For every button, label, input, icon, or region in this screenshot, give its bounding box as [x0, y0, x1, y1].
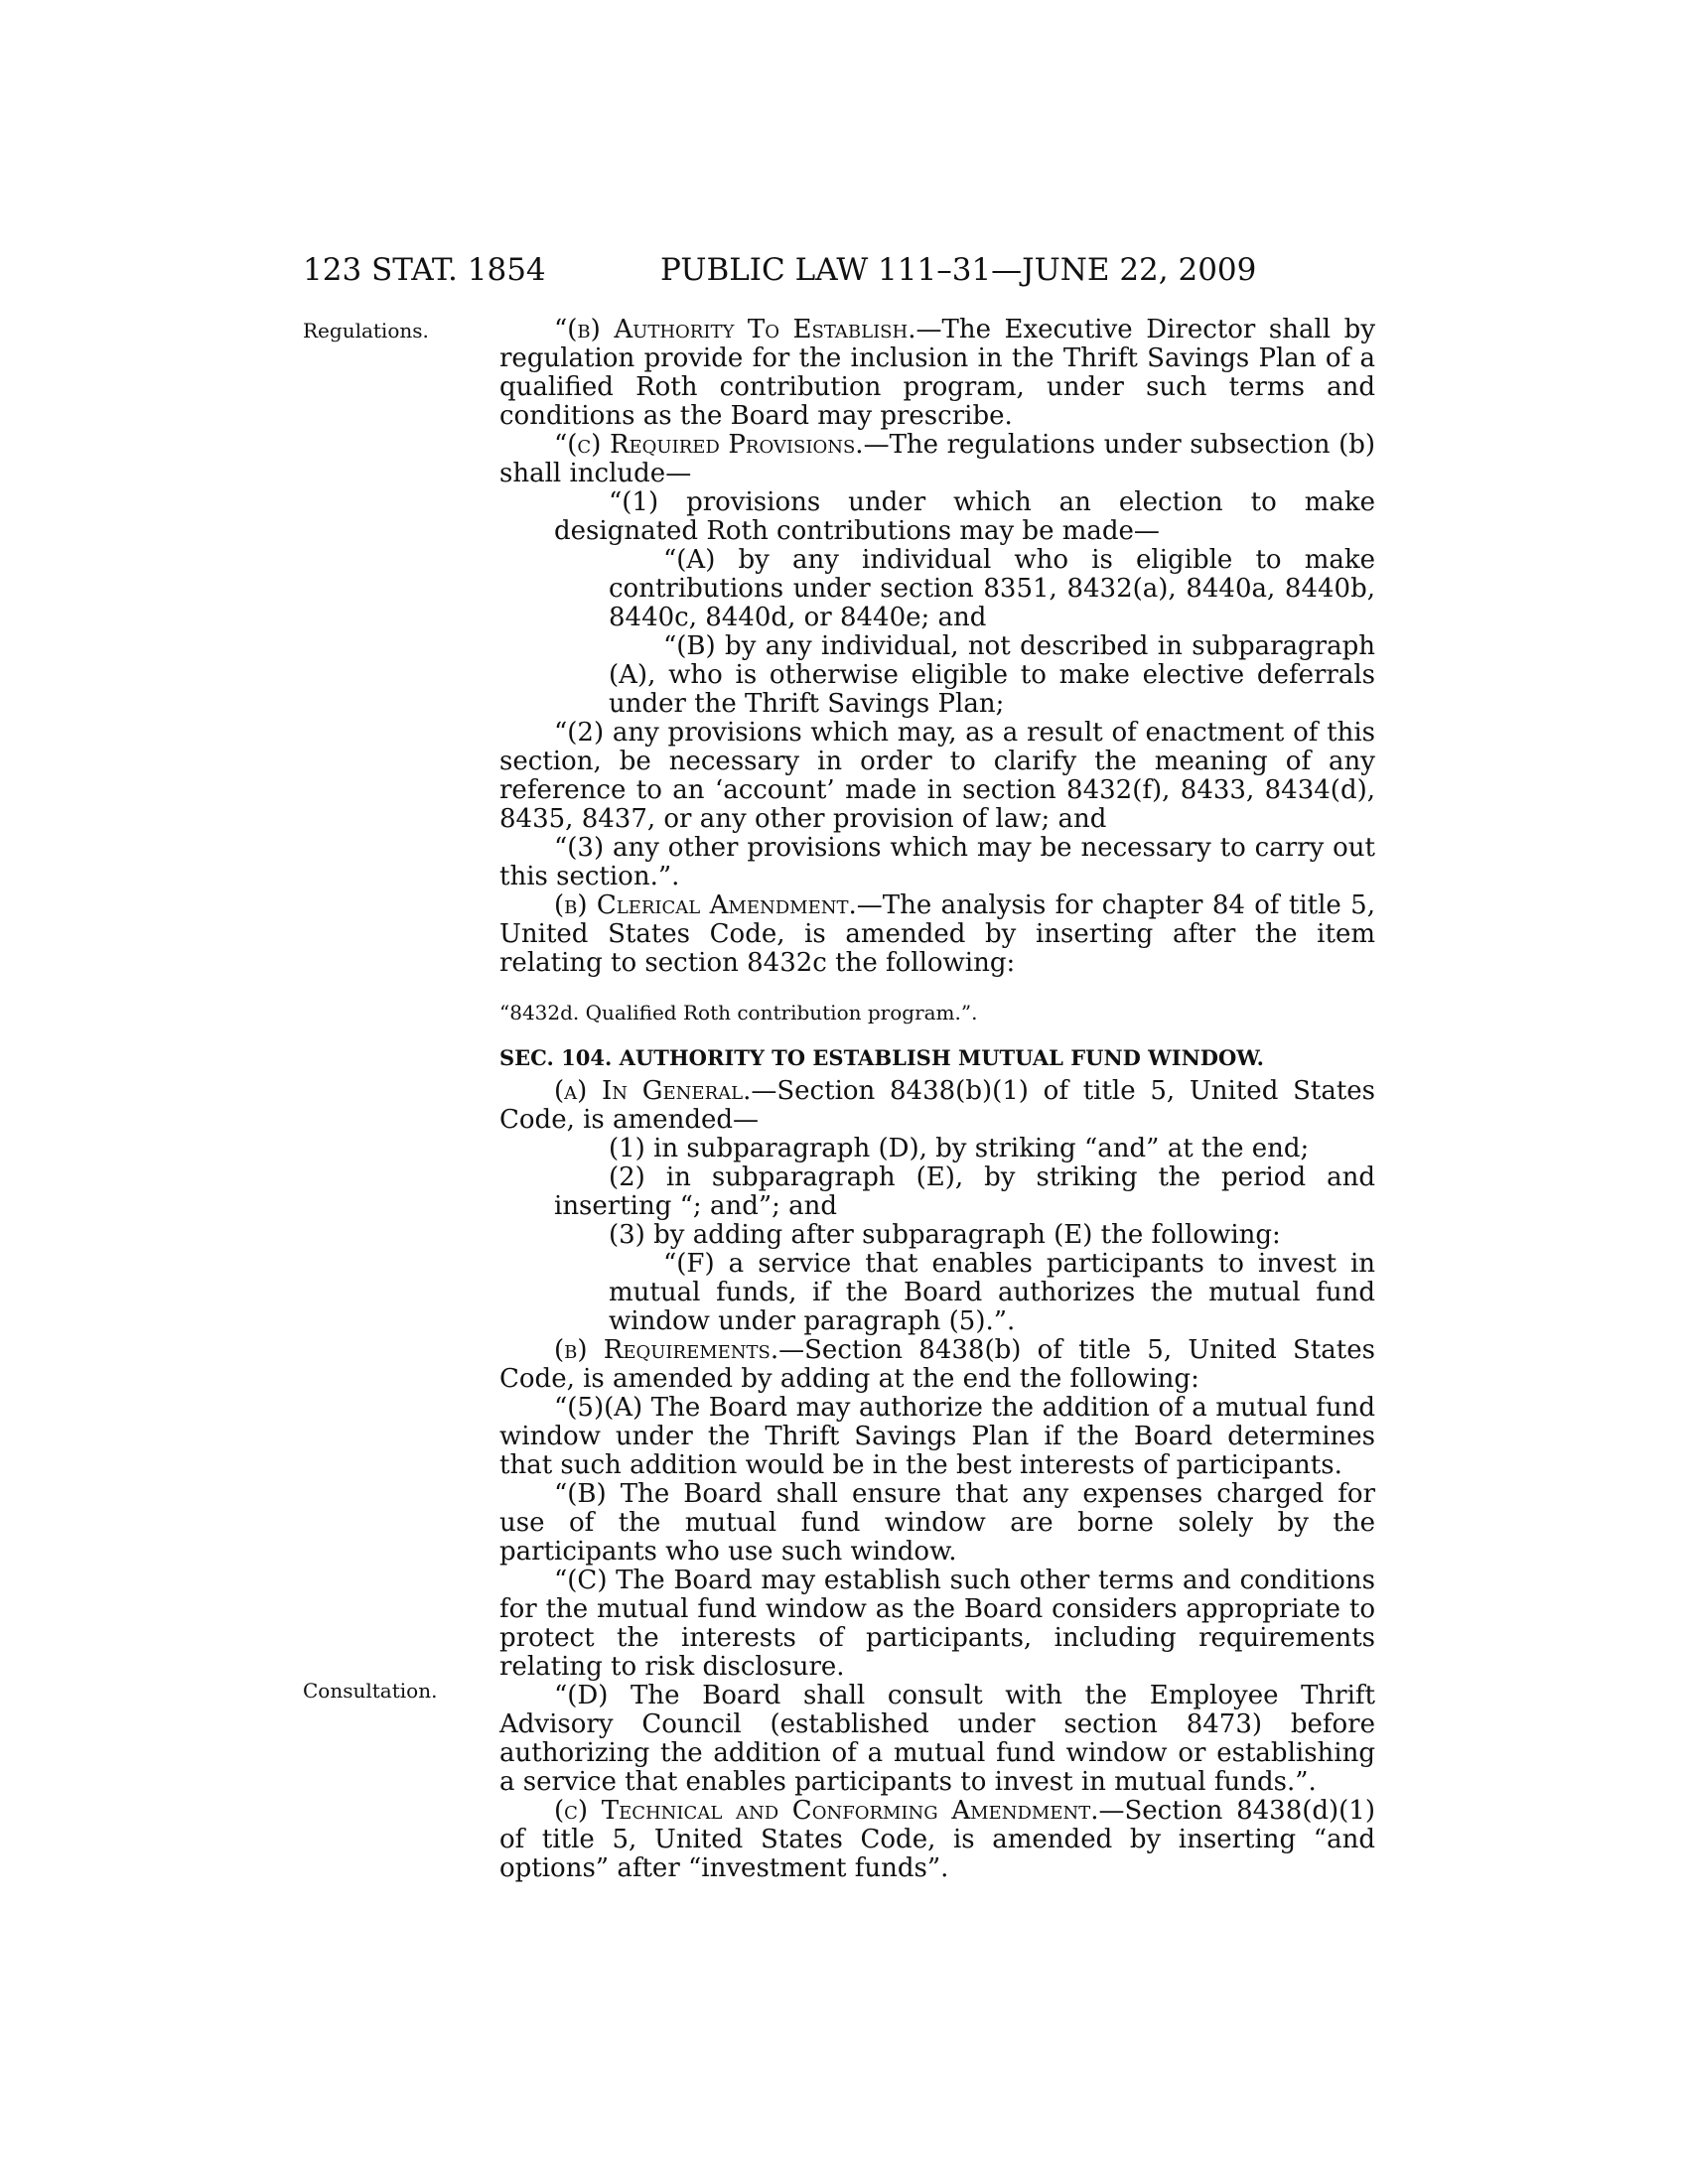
heading-in-general: (a) In General.: [554, 1076, 752, 1106]
section-heading-104: SEC. 104. AUTHORITY TO ESTABLISH MUTUAL FUND WINDOW.: [499, 1045, 1264, 1070]
running-header: PUBLIC LAW 111–31—JUNE 22, 2009: [660, 252, 1257, 288]
paragraph-text: —Section 8438(d)(1) of title 5, United States Code, is amended by inserting “and options” after “investment funds”.: [499, 1796, 1375, 1883]
paragraph-text: —The Executive Director shall by regulation provide for the inclusion in the Thrift Savings Plan of a qualified Roth contribution program, under such terms and conditions as the Board may prescribe.: [499, 315, 1376, 431]
paragraph-aF: “(F) a service that enables participants to invest in mutual funds, if the Board authorizes the mutual fund window under paragraph (5).”.: [609, 1249, 1375, 1336]
paragraph-c-technical: [499, 1797, 1375, 1883]
paragraph-text: —Section 8438(b) of title 5, United States Code, is amended by adding at the end the following:: [499, 1335, 1375, 1394]
table-of-contents-item: “8432d. Qualified Roth contribution program.”.: [499, 1001, 978, 1024]
heading-requirements: (b) Requirements.: [554, 1335, 779, 1365]
stat-page-number: 123 STAT. 1854: [303, 252, 546, 288]
margin-note-regulations: Regulations.: [303, 319, 429, 342]
paragraph-a3: (3) by adding after subparagraph (E) the following:: [609, 1220, 1281, 1250]
paragraph-5C: “(C) The Board may establish such other terms and conditions for the mutual fund window as the Board considers appropriate to protect the interests of participants, including requirements relating to risk disclosure.: [499, 1566, 1375, 1682]
paragraph-a1: (1) in subparagraph (D), by striking “and” at the end;: [609, 1134, 1310, 1163]
paragraph-clerical-amendment: [499, 891, 1375, 978]
paragraph-text: —The regulations under subsection (b) shall include—: [499, 430, 1375, 488]
heading-authority-to-establish: “(b) Authority To Establish.: [554, 315, 916, 344]
paragraph-b-requirements: [499, 1336, 1375, 1394]
heading-technical-conforming: (c) Technical and Conforming Amendment.: [554, 1796, 1099, 1826]
paragraph-c1: “(1) provisions under which an election to make designated Roth contributions may be made—: [554, 487, 1375, 546]
paragraph-text: —Section 8438(b)(1) of title 5, United States Code, is amended—: [499, 1076, 1376, 1135]
heading-required-provisions: “(c) Required Provisions.: [554, 430, 864, 460]
paragraph-5A: “(5)(A) The Board may authorize the addition of a mutual fund window under the Thrift Savings Plan if the Board determines that such addition would be in the best interests of participants.: [499, 1393, 1375, 1480]
document-body: [499, 316, 1375, 1883]
paragraph-cB: “(B) by any individual, not described in subparagraph (A), who is otherwise eligible to make elective deferrals under the Thrift Savings Plan;: [609, 631, 1375, 719]
paragraph-cA: “(A) by any individual who is eligible to make contributions under section 8351, 8432(a), 8440a, 8440b, 8440c, 8440d, or 8440e; and: [609, 545, 1375, 632]
margin-note-consultation: Consultation.: [303, 1679, 438, 1703]
paragraph-c2: “(2) any provisions which may, as a result of enactment of this section, be necessary in order to clarify the meaning of any reference to an ‘account’ made in section 8432(f), 8433, 8434(d), 8435, 8437, or any other provision of law; and: [499, 718, 1375, 834]
paragraph-a-in-general: [499, 1077, 1375, 1135]
paragraph-5B: “(B) The Board shall ensure that any expenses charged for use of the mutual fund window are borne solely by the participants who use such window.: [499, 1479, 1375, 1567]
paragraph-text: —The analysis for chapter 84 of title 5, United States Code, is amended by inserting after the item relating to section 8432c the following:: [499, 890, 1375, 978]
heading-clerical-amendment: (b) Clerical Amendment.: [554, 890, 857, 920]
paragraph-5D: “(D) The Board shall consult with the Employee Thrift Advisory Council (established under section 8473) before authorizing the addition of a mutual fund window or establishing a service that enables participants to invest in mutual funds.”.: [499, 1681, 1375, 1797]
paragraph-b-authority: [499, 316, 1375, 431]
paragraph-c3: “(3) any other provisions which may be necessary to carry out this section.”.: [499, 833, 1375, 891]
paragraph-c-required: [499, 431, 1375, 488]
paragraph-a2: (2) in subparagraph (E), by striking the period and inserting “; and”; and: [554, 1162, 1375, 1221]
